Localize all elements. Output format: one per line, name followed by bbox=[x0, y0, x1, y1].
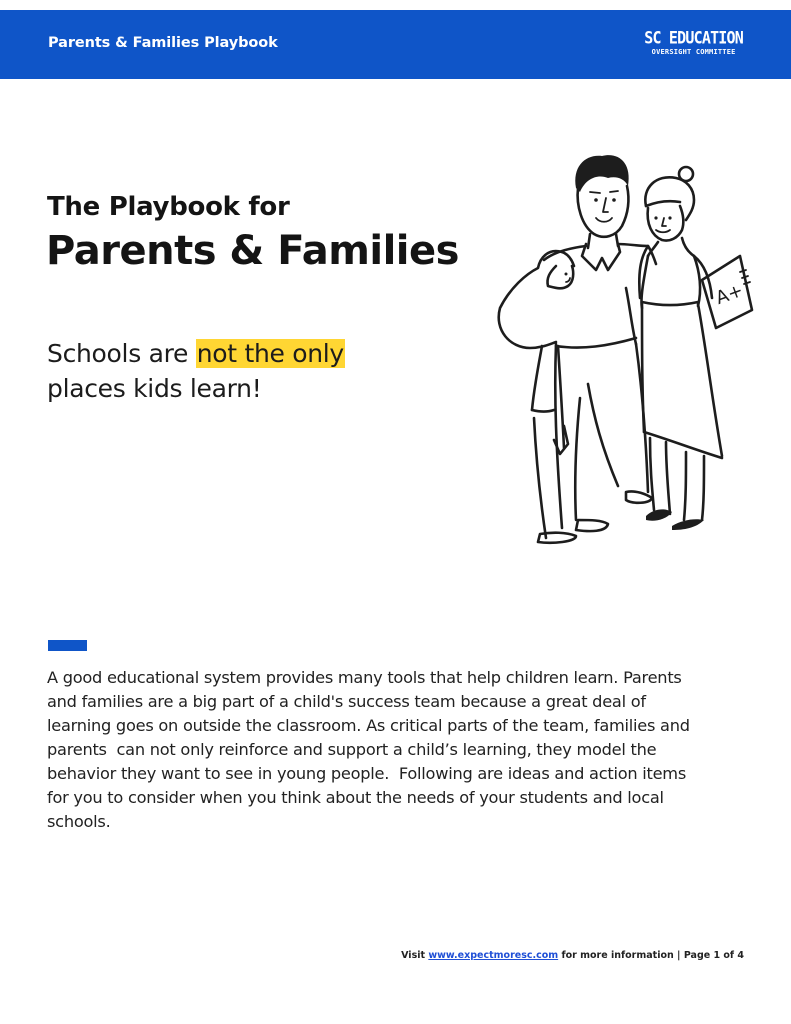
page-header bbox=[0, 10, 791, 79]
intro-line: and families are a big part of a child's success team because a great deal of bbox=[47, 692, 646, 711]
section-accent-bar bbox=[48, 640, 87, 651]
hero-tagline bbox=[47, 336, 345, 406]
expectmoresc-link[interactable]: www.expectmoresc.com bbox=[428, 950, 559, 961]
page-footer bbox=[401, 950, 744, 961]
hero-kicker: The Playbook for bbox=[47, 192, 290, 222]
intro-line: A good educational system provides many tools that help children learn. Parents bbox=[47, 668, 682, 687]
tagline-text-start: Schools are bbox=[47, 339, 196, 368]
footer-prefix: Visit bbox=[401, 950, 429, 961]
intro-line: learning goes on outside the classroom. As critical parts of the team, families and bbox=[47, 716, 690, 735]
tagline-text-end: places kids learn! bbox=[47, 374, 262, 403]
logo-main-text: SC EDUCATION bbox=[644, 27, 743, 49]
intro-line: for you to consider when you think about the needs of your students and local bbox=[47, 788, 664, 807]
intro-line: schools. bbox=[47, 812, 111, 831]
logo-sub-text: OVERSIGHT COMMITTEE bbox=[651, 48, 736, 56]
paper-grade-label: A+ bbox=[713, 279, 746, 310]
footer-page-info: for more information | Page 1 of 4 bbox=[558, 950, 744, 961]
hero-title: Parents & Families bbox=[46, 228, 459, 274]
family-illustration-icon bbox=[490, 148, 760, 548]
sc-education-logo bbox=[644, 27, 743, 56]
tagline-highlight: not the only bbox=[196, 339, 344, 368]
intro-line: behavior they want to see in young people. Following are ideas and action items bbox=[47, 764, 687, 783]
intro-paragraph bbox=[47, 666, 737, 834]
document-title: Parents & Families Playbook bbox=[48, 35, 278, 51]
intro-line: parents can not only reinforce and support a child’s learning, they model the bbox=[47, 740, 657, 759]
